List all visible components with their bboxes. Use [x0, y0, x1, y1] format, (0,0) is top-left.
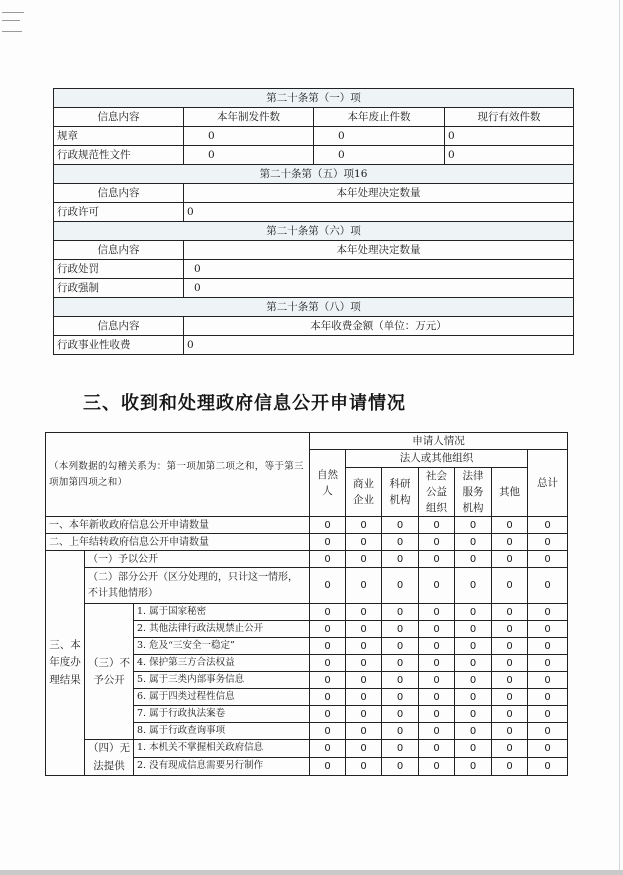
table-row: [46, 517, 568, 534]
cell-value: 0: [184, 127, 314, 146]
cell-research: 0: [382, 621, 419, 638]
cell-natural-person: 0: [310, 534, 346, 551]
cell-public-welfare: 0: [419, 568, 455, 604]
header-info-content: 信息内容: [54, 317, 184, 336]
cell-business: 0: [346, 758, 382, 776]
cell-other: 0: [492, 723, 528, 740]
cell-natural-person: 0: [310, 568, 346, 604]
header-issued: 本年制发件数: [184, 108, 314, 127]
column-header-row: [54, 317, 574, 336]
header-info-content: 信息内容: [54, 184, 184, 203]
row-label: 行政处罚: [54, 260, 184, 279]
header-info-content: 信息内容: [54, 241, 184, 260]
applicant-header: 申请人情况: [310, 433, 568, 450]
cell-other: 0: [492, 638, 528, 655]
header-decisions: 本年处理决定数量: [184, 184, 574, 203]
header-row: [46, 433, 568, 450]
row-label: 7. 属于行政执法案卷: [134, 706, 310, 723]
cell-business: 0: [346, 568, 382, 604]
cell-legal-service: 0: [455, 568, 492, 604]
column-header-row: [54, 184, 574, 203]
cell-legal-service: 0: [455, 706, 492, 723]
cell-natural-person: 0: [310, 672, 346, 689]
cell-total: 0: [528, 758, 568, 776]
section-header-row: [54, 298, 574, 317]
cell-business: 0: [346, 517, 382, 534]
row-label: 1. 属于国家秘密: [134, 604, 310, 621]
cell-research: 0: [382, 638, 419, 655]
row-label: 5. 属于三类内部事务信息: [134, 672, 310, 689]
col-public-welfare: 社会公益组织: [419, 467, 455, 517]
cell-legal-service: 0: [455, 655, 492, 672]
cell-public-welfare: 0: [419, 551, 455, 568]
page-bottom-band: [0, 870, 623, 875]
cell-business: 0: [346, 604, 382, 621]
regulation-disclosure-table: [53, 88, 574, 355]
cell-other: 0: [492, 655, 528, 672]
cell-total: 0: [528, 534, 568, 551]
cell-natural-person: 0: [310, 655, 346, 672]
row-label: 2. 没有现成信息需要另行制作: [134, 758, 310, 776]
cell-natural-person: 0: [310, 723, 346, 740]
cell-value: 0: [184, 279, 574, 298]
col-legal-service: 法律服务机构: [455, 467, 492, 517]
cell-business: 0: [346, 655, 382, 672]
margin-mark: [2, 31, 22, 32]
row-label: 3. 危及“三安全一稳定”: [134, 638, 310, 655]
cell-legal-service: 0: [455, 534, 492, 551]
cell-legal-service: 0: [455, 551, 492, 568]
cell-business: 0: [346, 706, 382, 723]
row-label: 行政强制: [54, 279, 184, 298]
column-header-row: [54, 241, 574, 260]
row-label: 8. 属于行政查询事项: [134, 723, 310, 740]
section2-title: 第二十条第（五）项16: [54, 165, 574, 184]
cell-natural-person: 0: [310, 706, 346, 723]
cell-research: 0: [382, 672, 419, 689]
row-label: 行政规范性文件: [54, 146, 184, 165]
cell-research: 0: [382, 740, 419, 758]
page-edge: [619, 0, 620, 870]
cell-business: 0: [346, 740, 382, 758]
table-row: [54, 146, 574, 165]
cell-natural-person: 0: [310, 758, 346, 776]
cell-total: 0: [528, 568, 568, 604]
col-natural-person: 自然人: [310, 450, 346, 517]
cell-natural-person: 0: [310, 604, 346, 621]
row-label: 规章: [54, 127, 184, 146]
cell-value: 0: [314, 146, 445, 165]
cell-natural-person: 0: [310, 517, 346, 534]
cell-public-welfare: 0: [419, 621, 455, 638]
row-label: 行政事业性收费: [54, 336, 184, 355]
cell-research: 0: [382, 723, 419, 740]
cell-public-welfare: 0: [419, 723, 455, 740]
cell-natural-person: 0: [310, 740, 346, 758]
cell-natural-person: 0: [310, 689, 346, 706]
table-row: [54, 127, 574, 146]
cell-natural-person: 0: [310, 551, 346, 568]
row-label: 行政许可: [54, 203, 184, 222]
cell-research: 0: [382, 517, 419, 534]
cell-legal-service: 0: [455, 517, 492, 534]
cell-legal-service: 0: [455, 638, 492, 655]
table-row: [54, 336, 574, 355]
header-abolished: 本年废止件数: [314, 108, 445, 127]
cell-natural-person: 0: [310, 638, 346, 655]
row-label: 一、本年新收政府信息公开申请数量: [46, 517, 310, 534]
cell-total: 0: [528, 672, 568, 689]
cell-total: 0: [528, 689, 568, 706]
table-row: [54, 279, 574, 298]
table-row: [46, 568, 568, 604]
cell-total: 0: [528, 723, 568, 740]
col-research: 科研机构: [382, 467, 419, 517]
row-label: 二、上年结转政府信息公开申请数量: [46, 534, 310, 551]
col-business: 商业企业: [346, 467, 382, 517]
header-decisions: 本年处理决定数量: [184, 241, 574, 260]
cell-legal-service: 0: [455, 672, 492, 689]
cell-value: 0: [445, 146, 574, 165]
row-label: （一）予以公开: [85, 551, 310, 568]
row-label: 2. 其他法律行政法规禁止公开: [134, 621, 310, 638]
cell-other: 0: [492, 534, 528, 551]
table-row: [54, 203, 574, 222]
cell-business: 0: [346, 621, 382, 638]
cell-total: 0: [528, 638, 568, 655]
cell-research: 0: [382, 758, 419, 776]
cell-business: 0: [346, 534, 382, 551]
cell-natural-person: 0: [310, 621, 346, 638]
table-row: [46, 551, 568, 568]
cell-other: 0: [492, 604, 528, 621]
cell-research: 0: [382, 551, 419, 568]
col-total: 总计: [528, 450, 568, 517]
cell-value: 0: [184, 260, 574, 279]
cell-public-welfare: 0: [419, 534, 455, 551]
cell-public-welfare: 0: [419, 706, 455, 723]
cell-value: 0: [184, 336, 574, 355]
header-valid: 现行有效件数: [445, 108, 574, 127]
cell-business: 0: [346, 723, 382, 740]
cell-value: 0: [445, 127, 574, 146]
cell-total: 0: [528, 706, 568, 723]
not-open-group-label: （三）不予公开: [85, 604, 134, 740]
cell-research: 0: [382, 604, 419, 621]
cell-research: 0: [382, 655, 419, 672]
cell-total: 0: [528, 621, 568, 638]
cell-public-welfare: 0: [419, 638, 455, 655]
cell-legal-service: 0: [455, 689, 492, 706]
cell-total: 0: [528, 604, 568, 621]
cell-legal-service: 0: [455, 621, 492, 638]
cell-other: 0: [492, 706, 528, 723]
cell-legal-service: 0: [455, 740, 492, 758]
section-header-row: [54, 165, 574, 184]
cell-value: 0: [314, 127, 445, 146]
cell-business: 0: [346, 551, 382, 568]
cell-other: 0: [492, 758, 528, 776]
cell-other: 0: [492, 740, 528, 758]
cell-total: 0: [528, 551, 568, 568]
cell-public-welfare: 0: [419, 604, 455, 621]
cell-research: 0: [382, 689, 419, 706]
cell-other: 0: [492, 672, 528, 689]
cell-legal-service: 0: [455, 723, 492, 740]
cell-public-welfare: 0: [419, 758, 455, 776]
cell-legal-service: 0: [455, 604, 492, 621]
row-label: 6. 属于四类过程性信息: [134, 689, 310, 706]
margin-mark: [2, 20, 20, 21]
cell-public-welfare: 0: [419, 672, 455, 689]
cell-value: 0: [184, 203, 574, 222]
cell-legal-service: 0: [455, 758, 492, 776]
cell-value: 0: [184, 146, 314, 165]
col-other: 其他: [492, 467, 528, 517]
disclosure-requests-table: [45, 432, 568, 776]
cell-public-welfare: 0: [419, 517, 455, 534]
cell-public-welfare: 0: [419, 689, 455, 706]
result-group-label: 三、本年度办理结果: [46, 551, 85, 776]
header-info-content: 信息内容: [54, 108, 184, 127]
cell-business: 0: [346, 689, 382, 706]
cell-other: 0: [492, 517, 528, 534]
cell-research: 0: [382, 706, 419, 723]
cannot-provide-group-label: （四）无法提供: [85, 740, 134, 776]
cell-other: 0: [492, 689, 528, 706]
org-header: 法人或其他组织: [346, 450, 528, 467]
cell-research: 0: [382, 568, 419, 604]
cell-other: 0: [492, 568, 528, 604]
cell-public-welfare: 0: [419, 740, 455, 758]
cell-total: 0: [528, 655, 568, 672]
row-label: 1. 本机关不掌握相关政府信息: [134, 740, 310, 758]
header-fee-amount: 本年收费金额（单位：万元）: [184, 317, 574, 336]
row-label: （二）部分公开（区分处理的，只计这一情形，不计其他情形）: [85, 568, 310, 604]
cell-total: 0: [528, 740, 568, 758]
cell-total: 0: [528, 517, 568, 534]
section3-title: 第二十条第（六）项: [54, 222, 574, 241]
cell-business: 0: [346, 638, 382, 655]
section1-title: 第二十条第（一）项: [54, 89, 574, 108]
cell-other: 0: [492, 551, 528, 568]
row-label: 4. 保护第三方合法权益: [134, 655, 310, 672]
cell-other: 0: [492, 621, 528, 638]
cell-public-welfare: 0: [419, 655, 455, 672]
section-heading: 三、收到和处理政府信息公开申请情况: [83, 393, 406, 414]
section-header-row: [54, 222, 574, 241]
table-row: [46, 534, 568, 551]
column-header-row: [54, 108, 574, 127]
table-row: [46, 740, 568, 758]
table-row: [54, 260, 574, 279]
margin-mark: [2, 12, 24, 13]
cell-business: 0: [346, 672, 382, 689]
section4-title: 第二十条第（八）项: [54, 298, 574, 317]
table-row: [46, 604, 568, 621]
cell-research: 0: [382, 534, 419, 551]
reconciliation-note: （本列数据的勾稽关系为：第一项加第二项之和，等于第三项加第四项之和）: [46, 433, 310, 517]
section-header-row: [54, 89, 574, 108]
